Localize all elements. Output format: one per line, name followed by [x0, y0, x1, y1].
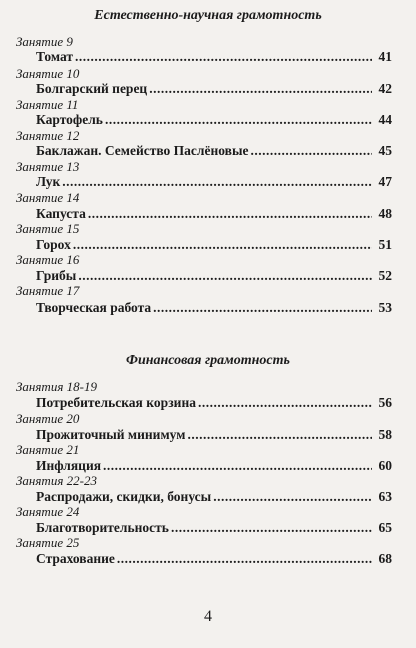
lesson-label: Занятие 9 — [16, 34, 73, 49]
entry-page: 58 — [378, 427, 392, 442]
entry-title: Прожиточный минимум — [36, 427, 186, 442]
lesson-label: Занятие 25 — [16, 535, 80, 550]
entry-page: 63 — [378, 489, 392, 504]
lesson-label: Занятие 10 — [16, 66, 80, 81]
leader-dots — [88, 205, 372, 222]
entry-title: Томат — [36, 49, 74, 64]
lesson-label: Занятие 13 — [16, 159, 80, 174]
leader-dots — [78, 267, 372, 284]
leader-dots — [213, 488, 372, 505]
entry-page: 45 — [378, 143, 392, 158]
leader-dots — [153, 299, 372, 316]
toc-entry[interactable] — [36, 48, 392, 65]
entry-page: 56 — [378, 395, 392, 410]
entry-title: Баклажан. Семейство Паслёновые — [36, 143, 249, 158]
entry-page: 48 — [378, 206, 392, 221]
toc-entry[interactable] — [36, 457, 392, 474]
entry-page: 47 — [378, 174, 392, 189]
leader-dots — [171, 519, 372, 536]
entry-title: Лук — [36, 174, 61, 189]
entry-page: 60 — [378, 458, 392, 473]
entry-title: Страхование — [36, 551, 115, 566]
toc-entry[interactable] — [36, 173, 392, 190]
entry-title: Грибы — [36, 268, 77, 283]
leader-dots — [103, 457, 372, 474]
leader-dots — [149, 80, 372, 97]
section-title-science: Естественно-научная грамотность — [94, 8, 322, 23]
section-title-finance: Финансовая грамотность — [126, 353, 290, 368]
toc-entry[interactable] — [36, 394, 392, 411]
lesson-label: Занятие 14 — [16, 190, 80, 205]
lesson-label: Занятие 17 — [16, 283, 80, 298]
entry-title: Потребительская корзина — [36, 395, 196, 410]
lesson-label: Занятие 12 — [16, 128, 80, 143]
entry-page: 41 — [378, 49, 392, 64]
toc-entry[interactable] — [36, 236, 392, 253]
leader-dots — [198, 394, 372, 411]
toc-entry[interactable] — [36, 550, 392, 567]
lesson-label: Занятие 24 — [16, 504, 80, 519]
toc-entry[interactable] — [36, 519, 392, 536]
entry-page: 53 — [378, 300, 392, 315]
entry-title: Распродажи, скидки, бонусы — [36, 489, 212, 504]
leader-dots — [75, 48, 372, 65]
lesson-label: Занятие 20 — [16, 411, 80, 426]
lesson-label: Занятия 22-23 — [16, 473, 97, 488]
entry-title: Творческая работа — [36, 300, 152, 315]
leader-dots — [105, 111, 372, 128]
leader-dots — [117, 550, 372, 567]
entry-title: Картофель — [36, 112, 103, 127]
lesson-label: Занятие 21 — [16, 442, 80, 457]
leader-dots — [73, 236, 372, 253]
entry-title: Капуста — [36, 206, 86, 221]
entry-page: 65 — [378, 520, 392, 535]
toc-entry[interactable] — [36, 426, 392, 443]
lesson-label: Занятие 15 — [16, 221, 80, 236]
entry-title: Горох — [36, 237, 71, 252]
toc-entry[interactable] — [36, 142, 392, 159]
toc-entry[interactable] — [36, 267, 392, 284]
entry-title: Болгарский перец — [36, 81, 148, 96]
leader-dots — [251, 142, 373, 159]
toc-entry[interactable] — [36, 299, 392, 316]
entry-page: 42 — [378, 81, 392, 96]
entry-title: Инфляция — [36, 458, 102, 473]
lesson-label: Занятие 11 — [16, 97, 79, 112]
lesson-label: Занятия 18-19 — [16, 379, 97, 394]
toc-entry[interactable] — [36, 205, 392, 222]
toc-entry[interactable] — [36, 111, 392, 128]
toc-entry[interactable] — [36, 488, 392, 505]
leader-dots — [187, 426, 372, 443]
entry-page: 68 — [378, 551, 392, 566]
entry-page: 44 — [378, 112, 392, 127]
toc-entry[interactable] — [36, 80, 392, 97]
entry-page: 52 — [378, 268, 392, 283]
page-number: 4 — [204, 608, 212, 625]
entry-page: 51 — [378, 237, 392, 252]
lesson-label: Занятие 16 — [16, 252, 80, 267]
leader-dots — [62, 173, 372, 190]
entry-title: Благотворительность — [36, 520, 169, 535]
